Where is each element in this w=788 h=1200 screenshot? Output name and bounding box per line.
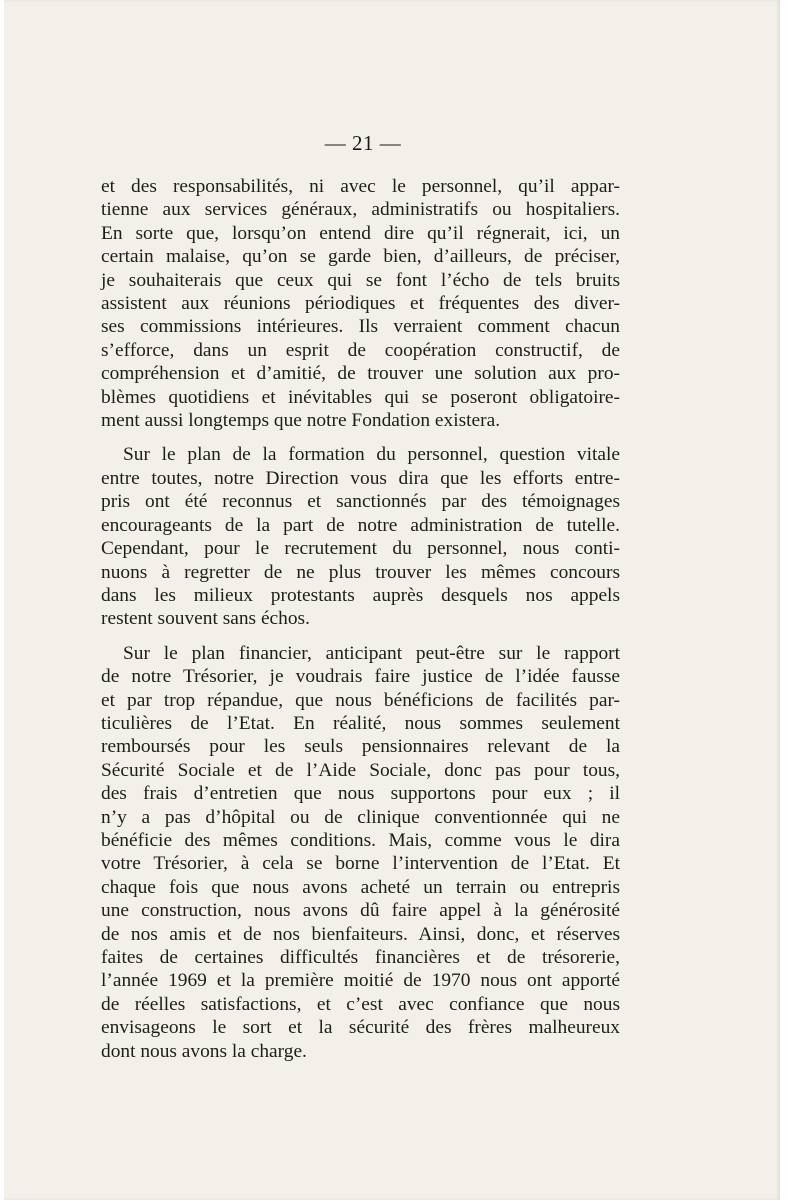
text-line: dans les milieux protestants auprès desquels nos appels bbox=[101, 584, 620, 606]
text-line: envisageons le sort et la sécurité des frères malheureux bbox=[101, 1017, 620, 1039]
text-line: et des responsabilités, ni avec le personnel, qu’il appar- bbox=[101, 176, 620, 197]
text-line: une construction, nous avons dû faire appel à la générosité bbox=[101, 900, 620, 922]
text-line: de nos amis et de nos bienfaiteurs. Ainsi, donc, et réserves bbox=[101, 923, 620, 945]
text-line: blèmes quotidiens et inévitables qui se poseront obligatoire- bbox=[101, 386, 620, 408]
text-line: je souhaiterais que ceux qui se font l’écho de tels bruits bbox=[101, 269, 620, 291]
text-line: nuons à regretter de ne plus trouver les mêmes concours bbox=[101, 561, 620, 583]
text-line: bénéficie des mêmes conditions. Mais, comme vous le dira bbox=[101, 829, 620, 851]
text-line: Cependant, pour le recrutement du personnel, nous conti- bbox=[101, 538, 620, 560]
text-line: ticulières de l’Etat. En réalité, nous sommes seulement bbox=[101, 712, 620, 734]
text-line: ment aussi longtemps que notre Fondation existera. bbox=[101, 410, 501, 432]
text-line: encourageants de la part de notre administration de tutelle. bbox=[101, 514, 620, 536]
paragraph bbox=[101, 642, 620, 1063]
text-line: votre Trésorier, à cela se borne l’intervention de l’Etat. Et bbox=[101, 853, 620, 875]
text-line: remboursés pour les seuls pensionnaires relevant de la bbox=[101, 736, 620, 758]
text-line: s’efforce, dans un esprit de coopération constructif, de bbox=[101, 339, 620, 361]
body-text bbox=[101, 175, 620, 1074]
text-line: Sécurité Sociale et de l’Aide Sociale, donc pas pour tous, bbox=[101, 759, 620, 781]
text-line: pris ont été reconnus et sanctionnés par des témoignages bbox=[101, 491, 620, 513]
text-line: dont nous avons la charge. bbox=[101, 1040, 307, 1062]
text-line: faites de certaines difficultés financières et de trésorerie, bbox=[101, 947, 620, 968]
text-line: Sur le plan de la formation du personnel, question vitale bbox=[123, 444, 620, 466]
text-line: de réelles satisfactions, et c’est avec confiance que nous bbox=[101, 993, 620, 1015]
text-line: l’année 1969 et la première moitié de 1970 nous ont apporté bbox=[101, 970, 620, 992]
text-line: restent souvent sans échos. bbox=[101, 608, 310, 630]
text-line: de notre Trésorier, je voudrais faire justice de l’idée fausse bbox=[101, 666, 620, 688]
text-line: Sur le plan financier, anticipant peut-être sur le rapport bbox=[123, 642, 620, 664]
text-line: compréhension et d’amitié, de trouver une solution aux pro- bbox=[101, 363, 620, 385]
text-line: ses commissions intérieures. Ils verraient comment chacun bbox=[101, 316, 620, 338]
text-line: En sorte que, lorsqu’on entend dire qu’il régnerait, ici, un bbox=[101, 222, 620, 244]
paragraph bbox=[101, 175, 620, 432]
text-line: assistent aux réunions périodiques et fréquentes des diver- bbox=[101, 293, 620, 315]
text-line: entre toutes, notre Direction vous dira que les efforts entre- bbox=[101, 467, 620, 489]
document-page bbox=[4, 0, 780, 1200]
text-line: chaque fois que nous avons acheté un terrain ou entrepris bbox=[101, 876, 620, 898]
text-line: n’y a pas d’hôpital ou de clinique conventionnée qui ne bbox=[101, 806, 620, 828]
text-line: tienne aux services généraux, administratifs ou hospitaliers. bbox=[101, 199, 620, 221]
text-line: certain malaise, qu’on se garde bien, d’ailleurs, de préciser, bbox=[101, 246, 620, 268]
page-number: — 21 — bbox=[324, 131, 402, 155]
text-line: et par trop répandue, que nous bénéficions de facilités par- bbox=[101, 689, 620, 711]
paragraph bbox=[101, 443, 620, 630]
text-line: des frais d’entretien que nous supportons pour eux ; il bbox=[101, 783, 620, 805]
